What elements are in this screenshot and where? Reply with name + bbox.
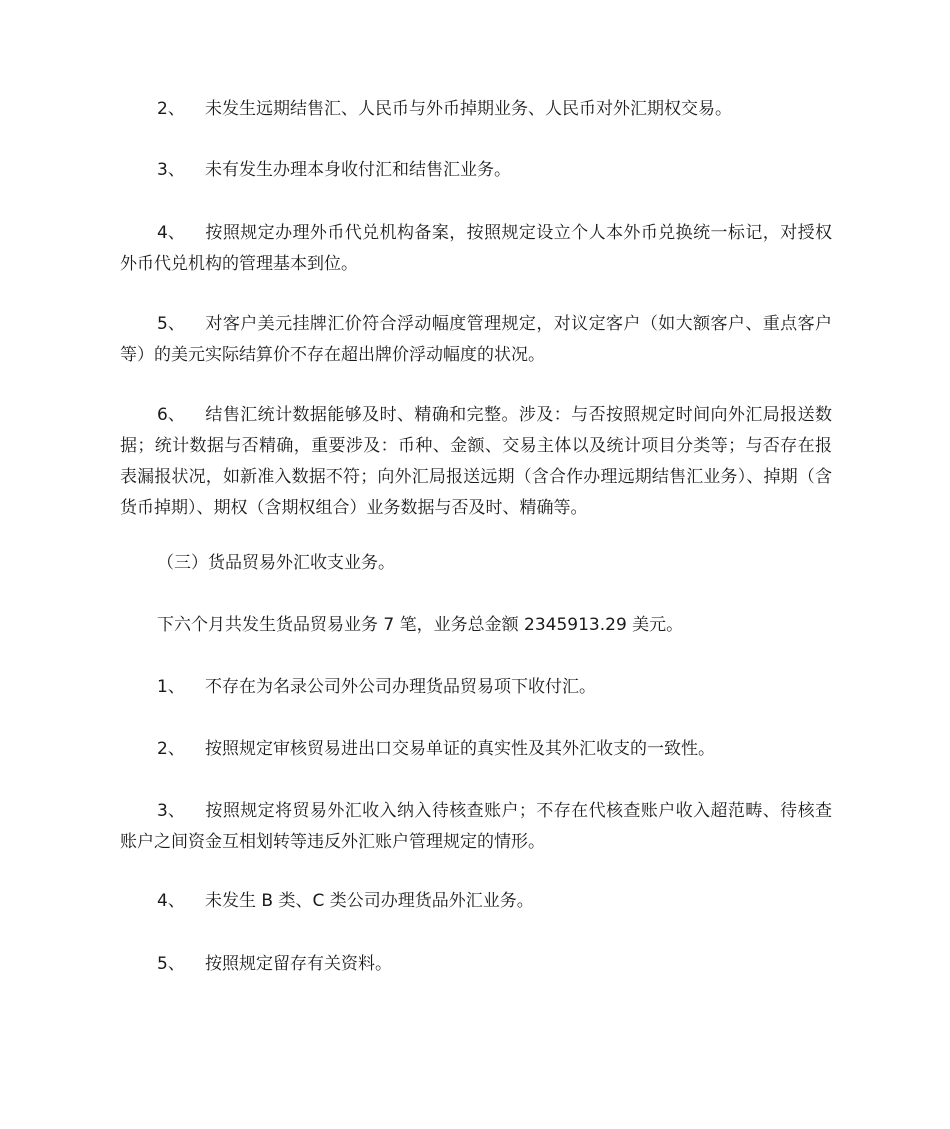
item-number: 2、 bbox=[157, 739, 185, 759]
item-text: 未发生 B 类、C 类公司办理货品外汇业务。 bbox=[205, 891, 534, 911]
list-item bbox=[120, 218, 832, 280]
list-item bbox=[120, 796, 832, 858]
list-item bbox=[120, 94, 832, 125]
item-number: 3、 bbox=[157, 160, 185, 180]
summary-text: 下六个月共发生货品贸易业务 7 笔，业务总金额 2345913.29 美元。 bbox=[157, 615, 684, 635]
list-item bbox=[120, 400, 832, 524]
list-item bbox=[120, 672, 832, 703]
item-text: 不存在为名录公司外公司办理货品贸易项下收付汇。 bbox=[205, 677, 596, 697]
item-number: 5、 bbox=[157, 954, 185, 974]
item-number: 3、 bbox=[157, 801, 185, 821]
item-text: 按照规定办理外币代兑机构备案，按照规定设立个人本外币兑换统一标记，对授权外币代兑机构的管理基本到位。 bbox=[120, 223, 832, 274]
item-text: 按照规定将贸易外汇收入纳入待核查账户；不存在代核查账户收入超范畴、待核查账户之间资金互相划转等违反外汇账户管理规定的情形。 bbox=[120, 801, 832, 852]
item-number: 5、 bbox=[157, 314, 185, 334]
item-text: 未有发生办理本身收付汇和结售汇业务。 bbox=[205, 160, 511, 180]
item-number: 4、 bbox=[157, 223, 185, 243]
item-number: 1、 bbox=[157, 677, 185, 697]
section-heading-text: （三）货品贸易外汇收支业务。 bbox=[157, 553, 395, 573]
section-heading bbox=[120, 548, 832, 579]
list-item bbox=[120, 309, 832, 371]
item-text: 结售汇统计数据能够及时、精确和完整。涉及：与否按照规定时间向外汇局报送数据；统计数据与否精确，重要涉及：币种、金额、交易主体以及统计项目分类等；与否存在报表漏报状况，如新准入数据不符；向外汇局报送远期（含合作办理远期结售汇业务）、掉期（含货币掉期）、期权（含期权组合）业务数据与否及时、精确等。 bbox=[120, 405, 832, 518]
summary-paragraph bbox=[120, 610, 832, 641]
item-number: 6、 bbox=[157, 405, 185, 425]
list-item bbox=[120, 886, 832, 917]
list-item bbox=[120, 949, 832, 980]
item-number: 4、 bbox=[157, 891, 185, 911]
item-text: 对客户美元挂牌汇价符合浮动幅度管理规定，对议定客户（如大额客户、重点客户等）的美元实际结算价不存在超出牌价浮动幅度的状况。 bbox=[120, 314, 832, 365]
item-number: 2、 bbox=[157, 99, 185, 119]
list-item bbox=[120, 155, 832, 186]
item-text: 按照规定审核贸易进出口交易单证的真实性及其外汇收支的一致性。 bbox=[205, 739, 715, 759]
item-text: 未发生远期结售汇、人民币与外币掉期业务、人民币对外汇期权交易。 bbox=[205, 99, 732, 119]
item-text: 按照规定留存有关资料。 bbox=[205, 954, 392, 974]
list-item bbox=[120, 734, 832, 765]
